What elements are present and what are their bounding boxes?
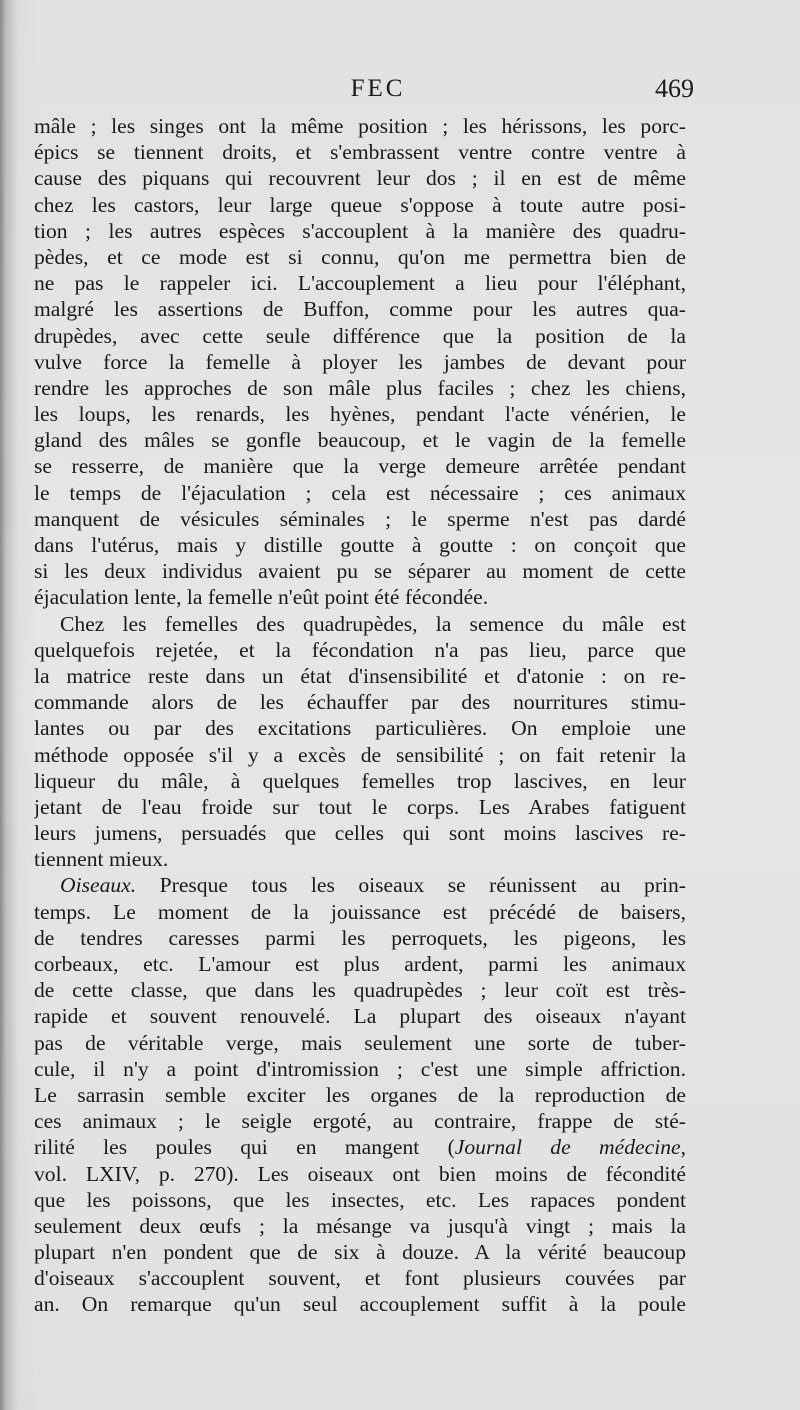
- text-line: vulve force la femelle à ployer les jambes de devant pour: [34, 349, 686, 374]
- text-line: épics se tiennent droits, et s'embrassent ventre contre ventre à: [34, 140, 686, 165]
- text-line: leurs jumens, persuadés que celles qui sont moins lascives re-: [34, 821, 686, 846]
- text-line: temps. Le moment de la jouissance est précédé de baisers,: [34, 899, 686, 924]
- text-line: ne pas le rappeler ici. L'accouplement a lieu pour l'éléphant,: [34, 271, 686, 296]
- text-line: si les deux individus avaient pu se séparer au moment de cette: [34, 559, 686, 584]
- citation-title: Journal de médecine: [454, 1135, 681, 1160]
- text-line: cause des piquans qui recouvrent leur dos ; il en est de même: [34, 166, 686, 191]
- text-line: rapide et souvent renouvelé. La plupart des oiseaux n'ayant: [34, 1004, 686, 1029]
- text-line-citation: [34, 1134, 686, 1160]
- text-line: pèdes, et ce mode est si connu, qu'on me permettra bien de: [34, 244, 686, 269]
- text-line: plupart n'en pondent que de six à douze. A la vérité beaucoup: [34, 1240, 686, 1265]
- text-line: gland des mâles se gonfle beaucoup, et le vagin de la femelle: [34, 428, 686, 453]
- text-line: Chez les femelles des quadrupèdes, la semence du mâle est: [60, 611, 686, 636]
- text-line: pas de véritable verge, mais seulement une sorte de tuber-: [34, 1030, 686, 1055]
- text-line: corbeaux, etc. L'amour est plus ardent, parmi les animaux: [34, 952, 686, 976]
- page-header: [30, 74, 694, 114]
- text-line: le temps de l'éjaculation ; cela est nécessaire ; ces animaux: [34, 480, 686, 505]
- text-line: quelquefois rejetée, et la fécondation n'a pas lieu, parce que: [34, 637, 686, 662]
- text-line: mâle ; les singes ont la même position ; les hérissons, les porc-: [34, 114, 686, 138]
- body-text: [34, 113, 686, 1318]
- text-line: éjaculation lente, la femelle n'eût point été fécondée.: [34, 585, 489, 610]
- text-fragment: ,: [680, 1135, 686, 1160]
- text-line: la matrice reste dans un état d'insensibilité et d'atonie : on re-: [34, 663, 686, 688]
- text-line: lantes ou par des excitations particulières. On emploie une: [34, 716, 686, 741]
- text-line-oiseaux: [34, 872, 686, 898]
- text-line: an. On remarque qu'un seul accouplement suffit à la poule: [34, 1292, 686, 1317]
- text-line: se resserre, de manière que la verge demeure arrêtée pendant: [34, 454, 686, 479]
- text-line: Le sarrasin semble exciter les organes de la reproduction de: [34, 1082, 686, 1107]
- text-line: ces animaux ; le seigle ergoté, au contraire, frappe de sté-: [34, 1109, 686, 1134]
- text-line: les loups, les renards, les hyènes, pendant l'acte vénérien, le: [34, 402, 686, 427]
- text-line: malgré les assertions de Buffon, comme pour les autres qua-: [34, 297, 686, 322]
- text-line: chez les castors, leur large queue s'oppose à toute autre posi-: [34, 192, 686, 217]
- text-line: de cette classe, que dans les quadrupèdes ; leur coït est très-: [34, 978, 686, 1003]
- text-line: liqueur du mâle, à quelques femelles trop lascives, en leur: [34, 768, 686, 793]
- text-line: dans l'utérus, mais y distille goutte à goutte : on conçoit que: [34, 533, 686, 557]
- text-line: drupèdes, avec cette seule différence que la position de la: [34, 323, 686, 348]
- running-title: FEC: [350, 75, 406, 102]
- page-number: 469: [655, 74, 694, 103]
- text-line: vol. LXIV, p. 270). Les oiseaux ont bien moins de fécondité: [34, 1161, 686, 1186]
- text-line: tiennent mieux.: [34, 847, 169, 872]
- text-line: d'oiseaux s'accouplent souvent, et font plusieurs couvées par: [34, 1266, 686, 1291]
- text-line: commande alors de les échauffer par des nourritures stimu-: [34, 690, 686, 715]
- text-line: rendre les approches de son mâle plus faciles ; chez les chiens,: [34, 375, 686, 400]
- text-line: tion ; les autres espèces s'accouplent à la manière des quadru-: [34, 218, 686, 243]
- text-line: méthode opposée s'il y a excès de sensibilité ; on fait retenir la: [34, 742, 686, 767]
- text-line: cule, il n'y a point d'intromission ; c'est une simple affriction.: [34, 1056, 686, 1081]
- text-line: seulement deux œufs ; la mésange va jusqu'à vingt ; mais la: [34, 1213, 686, 1238]
- text-line: de tendres caresses parmi les perroquets, les pigeons, les: [34, 925, 686, 950]
- text-fragment: rilité les poules qui en mangent (: [34, 1135, 455, 1160]
- text-line: que les poissons, que les insectes, etc. Les rapaces pondent: [34, 1187, 686, 1212]
- text-fragment: Presque tous les oiseaux se réunissent au prin-: [136, 873, 686, 898]
- text-line: manquent de vésicules séminales ; le sperme n'est pas dardé: [34, 506, 686, 531]
- section-heading-oiseaux: Oiseaux.: [60, 873, 137, 898]
- text-line: jetant de l'eau froide sur tout le corps. Les Arabes fatiguent: [34, 794, 686, 819]
